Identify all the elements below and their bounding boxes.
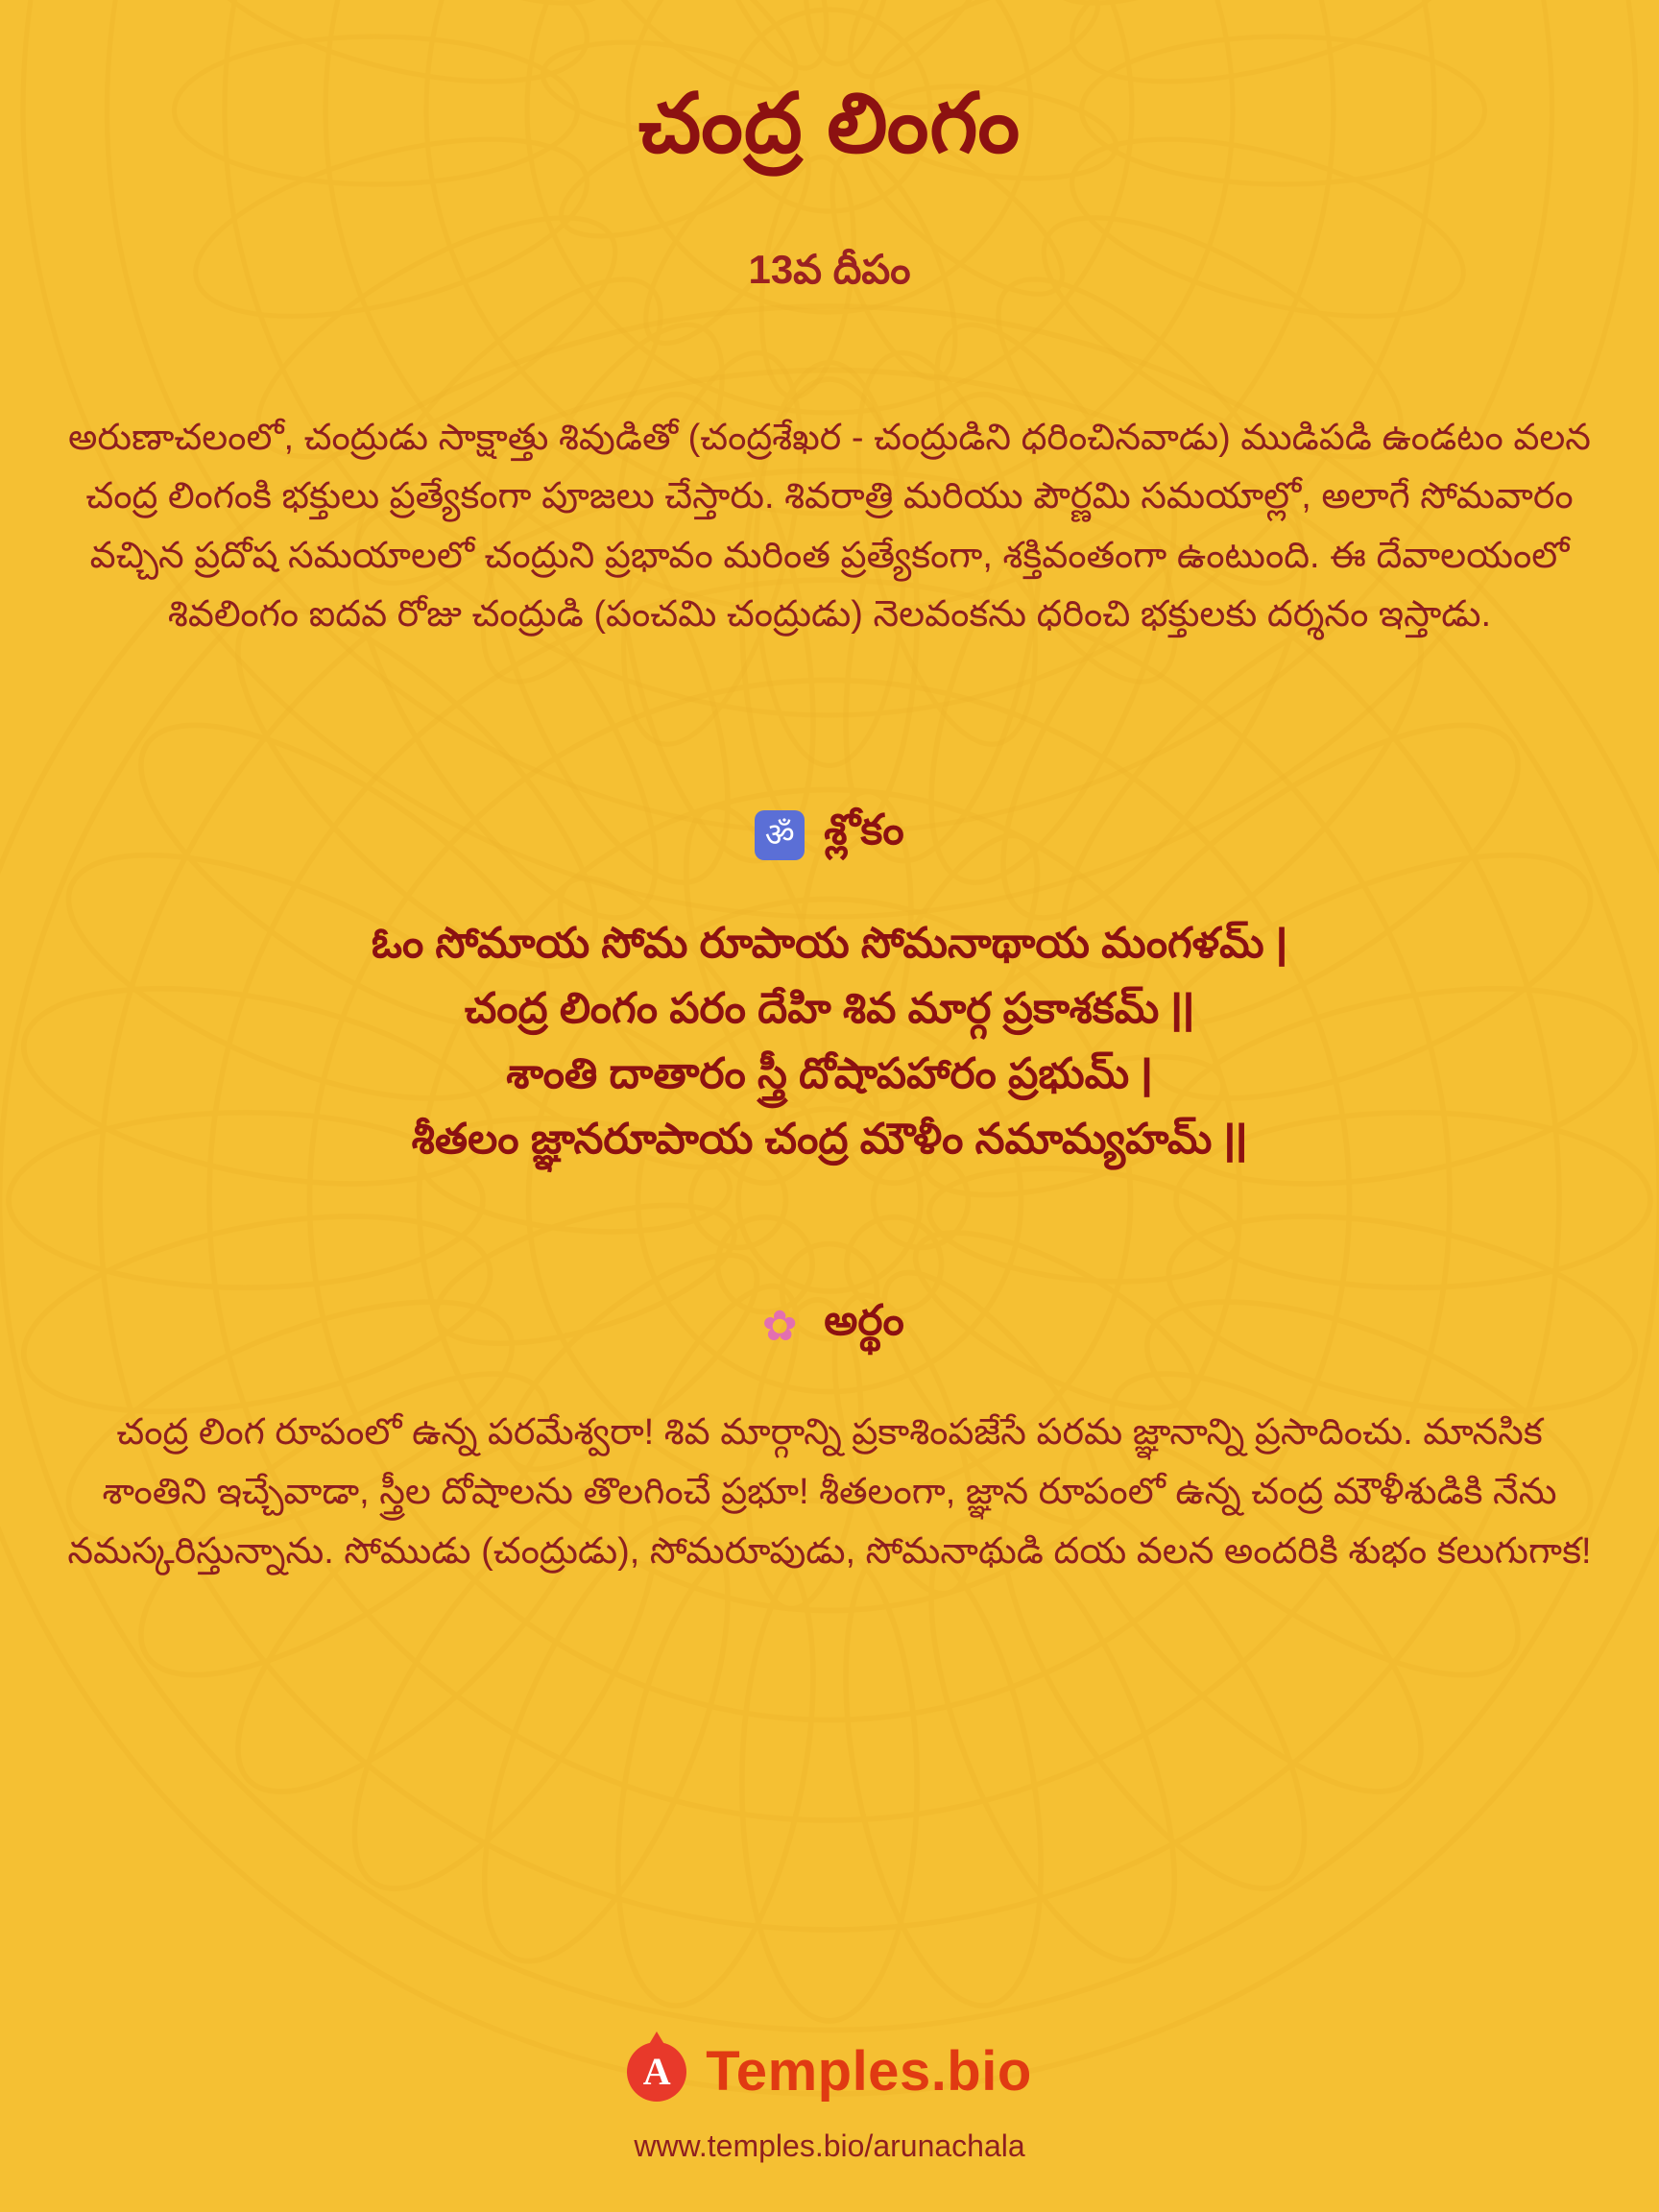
shloka-section-label: శ్లోకం [824, 805, 904, 854]
brand-name: Temples.bio [706, 2040, 1032, 2103]
intro-paragraph: అరుణాచలంలో, చంద్రుడు సాక్షాత్తు శివుడితో (చంద్రశేఖర - చంద్రుడిని ధరించినవాడు) ముడిపడి ఉండటం వలన చంద్ర లింగంకి భక్తులు ప్రత్యేకంగా పూజలు చేస్తారు. శివరాత్రి మరియు పౌర్ణమి సమయాల్లో, అలాగే సోమవారం వచ్చిన ప్రదోష సమయాలలో చంద్రుని ప్రభావం మరింత ప్రత్యేకంగా, శక్తివంతంగా ఉంటుంది. ఈ దేవాలయంలో శివలింగం ఐదవ రోజు చంద్రుడి (పంచమి చంద్రుడు) నెలవంకను ధరించి భక్తులకు దర్శనం ఇస్తాడు. [68, 417, 1591, 636]
shloka-section-header [755, 806, 903, 865]
page-title: చంద్ర లింగం [637, 78, 1022, 170]
meaning-section-header [755, 1297, 904, 1356]
shloka-line: చంద్ర లింగం పరం దేహి శివ మార్గ ప్రకాశకమ్ || [464, 984, 1195, 1032]
shloka-line: శాంతి దాతారం స్త్రీ దోషాపహారం ప్రభుమ్ | [506, 1050, 1153, 1098]
brand-logo[interactable] [627, 2039, 1032, 2104]
temple-icon: A [627, 2042, 686, 2102]
flower-icon: ✿ [761, 1302, 798, 1350]
meaning-section-label: అర్థం [824, 1297, 904, 1345]
meaning-paragraph: చంద్ర లింగ రూపంలో ఉన్న పరమేశ్వరా! శివ మార్గాన్ని ప్రకాశింపజేసే పరమ జ్ఞానాన్ని ప్రసాదించు. మానసిక శాంతిని ఇచ్చేవాడా, స్త్రీల దోషాలను తొలగించే ప్రభూ! శీతలంగా, జ్ఞాన రూపంలో ఉన్న చంద్ర మౌళీశుడికి నేను నమస్కరిస్తున్నాను. సోముడు (చంద్రుడు), సోమరూపుడు, సోమనాథుడి దయ వలన అందరికి శుభం కలుగుగాక! [67, 1412, 1592, 1572]
shloka-line: శీతలం జ్ఞానరూపాయ చంద్ర మౌళీం నమామ్యహమ్ || [411, 1116, 1248, 1164]
om-icon: ॐ [755, 810, 805, 860]
page-subtitle: 13వ దీపం [748, 246, 911, 292]
shloka-text [372, 911, 1287, 1173]
shloka-line: ఓం సోమాయ సోమ రూపాయ సోమనాథాయ మంగళమ్ | [371, 919, 1288, 967]
site-url[interactable]: www.temples.bio/arunachala [634, 2128, 1025, 2163]
